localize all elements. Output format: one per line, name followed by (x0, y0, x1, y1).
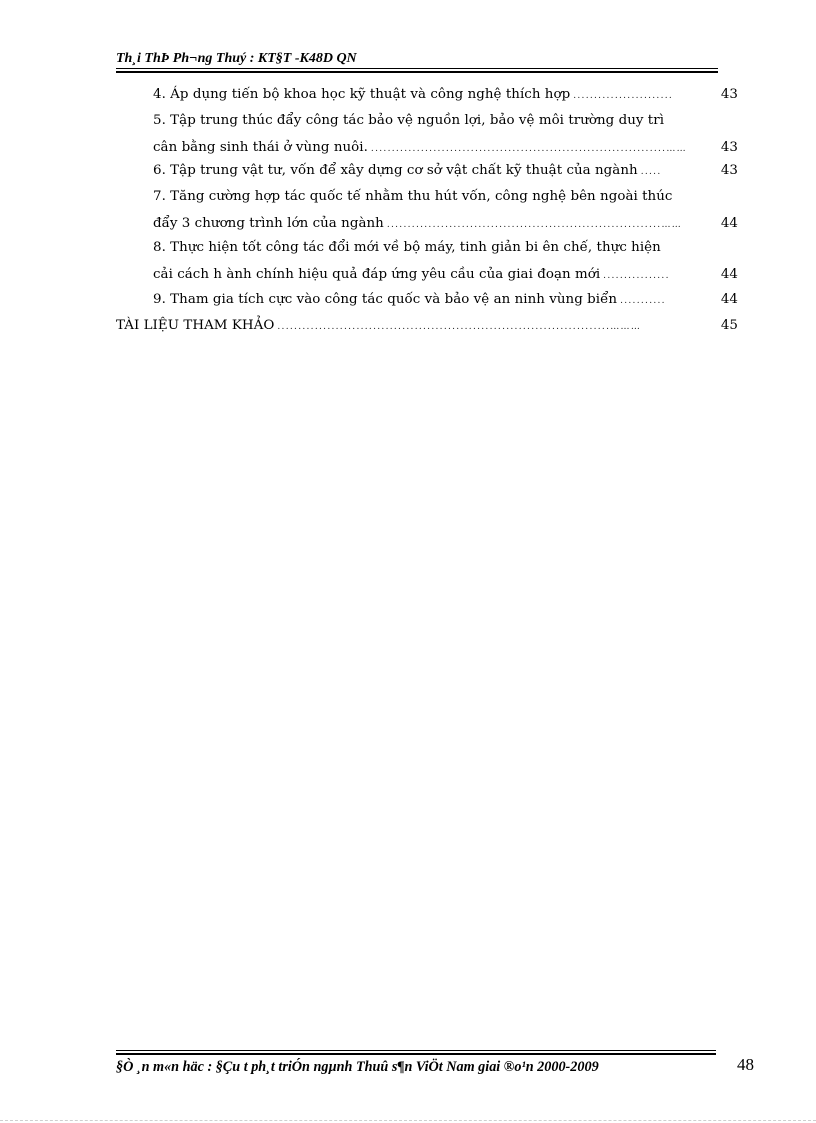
header-rule-thin (116, 68, 718, 69)
toc-entry-references[interactable] (116, 313, 738, 340)
toc-leader-dots: ................................................................................……… (277, 322, 642, 332)
toc-entry-title: 5. Tập trung thúc đẩy công tác bảo vệ nguồn lợi, bảo vệ môi trường duy trì (153, 113, 665, 128)
toc-page-number: 45 (720, 318, 738, 333)
toc-entry-7[interactable] (153, 184, 738, 237)
toc-page-number: 44 (720, 215, 738, 231)
toc-leader-dots: ........................ (573, 91, 674, 101)
page-bottom-edge (0, 1120, 816, 1121)
toc-entry-title-cont: cải cách h ành chính hiệu quả đáp ứng yêu cầu của giai đoạn mới (153, 266, 601, 282)
footer-rule-thick (116, 1053, 716, 1055)
page-number: 48 (737, 1055, 754, 1074)
toc-page-number: 43 (720, 139, 738, 155)
toc-leader-dots: ..................................................................…… (386, 219, 683, 230)
footer-rule-thin (116, 1050, 716, 1051)
toc-leader-dots: ........... (620, 296, 666, 306)
toc-entry-4[interactable] (153, 82, 738, 109)
toc-leader-dots: .......................................................................…… (370, 143, 687, 154)
toc-entry-title: TÀI LIỆU THAM KHẢO (116, 318, 275, 333)
toc-entry-title-cont: cân bằng sinh thái ở vùng nuôi. (153, 139, 368, 155)
toc-page-number: 44 (720, 292, 738, 307)
toc-entry-title-cont: đẩy 3 chương trình lớn của ngành (153, 215, 384, 231)
toc-page-number: 43 (720, 87, 738, 102)
toc-entry-title: 4. Áp dụng tiến bộ khoa học kỹ thuật và công nghệ thích hợp (153, 87, 571, 102)
toc-leader-dots: ................ (603, 270, 670, 281)
toc-page-number: 44 (720, 266, 738, 282)
toc-leader-dots: ..... (640, 167, 662, 177)
toc-entry-title: 7. Tăng cường hợp tác quốc tế nhằm thu hút vốn, công nghệ bên ngoài thúc (153, 189, 673, 204)
toc-entry-8[interactable] (153, 235, 738, 288)
toc-entry-title: 8. Thực hiện tốt công tác đổi mới về bộ máy, tinh giản bi ên chế, thực hiện (153, 240, 661, 255)
toc-entry-6[interactable] (153, 158, 738, 185)
toc-entry-title: 9. Tham gia tích cực vào công tác quốc và bảo vệ an ninh vùng biển (153, 292, 618, 307)
toc-page-number: 43 (720, 163, 738, 178)
toc-entry-title: 6. Tập trung vật tư, vốn để xây dựng cơ sở vật chất kỹ thuật của ngành (153, 163, 638, 178)
running-header: Th¸i ThÞ Ph¬ng Thuý : KT§T -K48D QN (116, 51, 357, 66)
toc-entry-9[interactable] (153, 287, 738, 314)
header-rule-thick (116, 71, 718, 73)
toc-entry-5[interactable] (153, 108, 738, 161)
running-footer: §Ò ¸n m«n häc : §Çu t ph¸t triÓn ngµnh Thuû s¶n ViÖt Nam giai ®o¹n 2000-2009 (116, 1059, 599, 1075)
